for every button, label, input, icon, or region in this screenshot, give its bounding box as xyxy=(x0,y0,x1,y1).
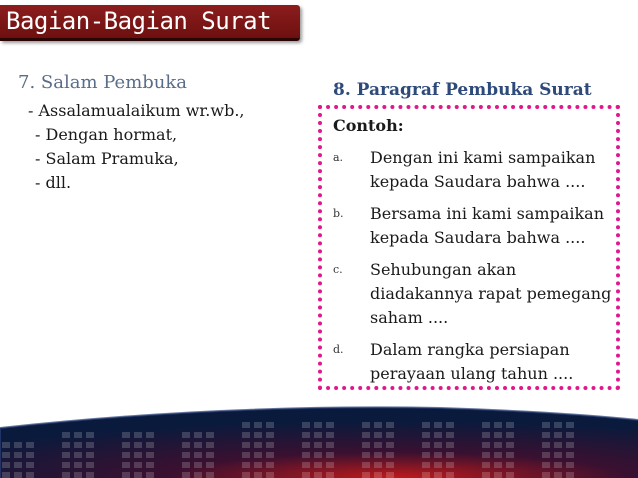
example-text: Sehubungan akan diadakannya rapat pemegang saham .... xyxy=(370,260,612,327)
example-letter: b. xyxy=(333,207,344,220)
list-item: - Assalamualaikum wr.wb., xyxy=(28,101,245,120)
examples-list xyxy=(333,146,623,394)
contoh-label: Contoh: xyxy=(333,116,404,135)
page-title: Bagian-Bagian Surat xyxy=(6,7,272,35)
salam-pembuka-list xyxy=(18,99,245,195)
example-letter: d. xyxy=(333,343,344,356)
salam-pembuka-heading: 7. Salam Pembuka xyxy=(18,72,188,93)
example-letter: a. xyxy=(333,151,344,164)
example-text: Dengan ini kami sampaikan kepada Saudara bahwa .... xyxy=(370,148,596,191)
example-text: Dalam rangka persiapan perayaan ulang tahun .... xyxy=(370,340,574,383)
example-letter: c. xyxy=(333,263,343,276)
list-item: - Salam Pramuka, xyxy=(35,149,179,168)
salam-pembuka-section xyxy=(18,72,245,195)
title-bar xyxy=(0,5,300,41)
example-item xyxy=(333,338,623,386)
example-item xyxy=(333,258,623,330)
decorative-footer-band xyxy=(0,398,638,478)
paragraf-pembuka-heading: 8. Paragraf Pembuka Surat xyxy=(333,80,592,100)
example-text: Bersama ini kami sampaikan kepada Saudara bahwa .... xyxy=(370,204,605,247)
example-item xyxy=(333,146,623,194)
example-item xyxy=(333,202,623,250)
list-item: - dll. xyxy=(35,173,72,192)
list-item: - Dengan hormat, xyxy=(35,125,178,144)
